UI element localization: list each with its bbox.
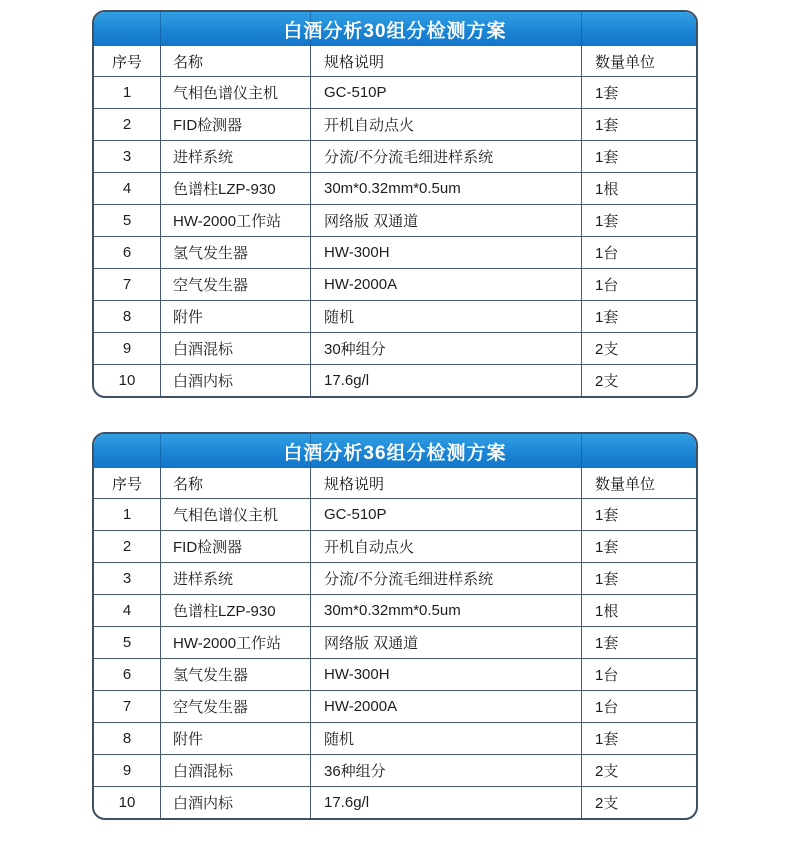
cell-spec: 分流/不分流毛细进样系统	[310, 141, 581, 172]
column-header-qty-unit: 数量单位	[581, 46, 696, 76]
title-column-divider	[581, 12, 582, 46]
plan-table-36	[92, 432, 698, 820]
table-body	[94, 76, 696, 396]
cell-qty-unit: 1套	[581, 531, 696, 562]
cell-name: 色谱柱LZP-930	[160, 173, 310, 204]
plan-table-36-title: 白酒分析36组分检测方案	[283, 442, 507, 464]
cell-spec: 30m*0.32mm*0.5um	[310, 595, 581, 626]
table-row	[94, 364, 696, 396]
cell-index: 8	[122, 730, 132, 747]
cell-index: 4	[122, 602, 132, 619]
table-row	[94, 236, 696, 268]
cell-name: 进样系统	[160, 563, 310, 594]
cell-spec: 开机自动点火	[310, 531, 581, 562]
cell-qty-unit: 1套	[581, 499, 696, 530]
cell-name: 空气发生器	[160, 269, 310, 300]
cell-spec: 网络版 双通道	[310, 205, 581, 236]
cell-qty-unit: 1套	[581, 109, 696, 140]
table-row	[94, 172, 696, 204]
cell-name: 氢气发生器	[160, 237, 310, 268]
cell-name: 白酒混标	[160, 333, 310, 364]
column-header-name: 名称	[160, 46, 310, 76]
table-row	[94, 754, 696, 786]
cell-name: 氢气发生器	[160, 659, 310, 690]
cell-qty-unit: 2支	[581, 787, 696, 818]
table-header-row	[94, 46, 696, 76]
cell-index: 7	[122, 276, 132, 293]
plan-table-30-title-bar	[94, 12, 696, 46]
cell-name: 气相色谱仪主机	[160, 77, 310, 108]
cell-qty-unit: 1套	[581, 77, 696, 108]
plan-table-36-title-bar	[94, 434, 696, 468]
title-column-divider	[581, 434, 582, 468]
cell-index: 6	[122, 244, 132, 261]
table-row	[94, 722, 696, 754]
cell-name: HW-2000工作站	[160, 205, 310, 236]
table-row	[94, 300, 696, 332]
cell-qty-unit: 2支	[581, 333, 696, 364]
cell-index: 6	[122, 666, 132, 683]
cell-spec: 36种组分	[310, 755, 581, 786]
cell-name: 白酒内标	[160, 787, 310, 818]
table-row	[94, 594, 696, 626]
cell-index: 5	[122, 634, 132, 651]
cell-name: 附件	[160, 301, 310, 332]
cell-index: 3	[122, 570, 132, 587]
column-header-spec: 规格说明	[310, 468, 581, 498]
cell-index: 10	[118, 794, 136, 811]
cell-index: 10	[118, 372, 136, 389]
table-header-row	[94, 468, 696, 498]
table-row	[94, 658, 696, 690]
cell-index: 4	[122, 180, 132, 197]
cell-index: 8	[122, 308, 132, 325]
cell-name: 空气发生器	[160, 691, 310, 722]
cell-spec: HW-300H	[310, 659, 581, 690]
cell-qty-unit: 1套	[581, 141, 696, 172]
cell-index: 5	[122, 212, 132, 229]
cell-qty-unit: 1套	[581, 627, 696, 658]
cell-spec: HW-2000A	[310, 691, 581, 722]
cell-index: 9	[122, 340, 132, 357]
table-row	[94, 332, 696, 364]
cell-spec: 17.6g/l	[310, 787, 581, 818]
cell-spec: HW-300H	[310, 237, 581, 268]
table-body	[94, 498, 696, 818]
title-column-divider	[160, 434, 161, 468]
cell-name: FID检测器	[160, 531, 310, 562]
table-row	[94, 76, 696, 108]
cell-index: 3	[122, 148, 132, 165]
title-column-divider	[160, 12, 161, 46]
column-header-qty-unit: 数量单位	[581, 468, 696, 498]
table-row	[94, 268, 696, 300]
table-row	[94, 626, 696, 658]
cell-name: HW-2000工作站	[160, 627, 310, 658]
cell-spec: 随机	[310, 723, 581, 754]
cell-qty-unit: 1套	[581, 205, 696, 236]
table-row	[94, 204, 696, 236]
column-header-index: 序号	[111, 475, 142, 493]
cell-spec: GC-510P	[310, 499, 581, 530]
cell-qty-unit: 1台	[581, 691, 696, 722]
column-header-index: 序号	[111, 53, 142, 71]
cell-name: 色谱柱LZP-930	[160, 595, 310, 626]
table-row	[94, 690, 696, 722]
cell-spec: 30种组分	[310, 333, 581, 364]
cell-index: 1	[122, 84, 132, 101]
cell-qty-unit: 1台	[581, 237, 696, 268]
cell-qty-unit: 1套	[581, 723, 696, 754]
cell-name: 进样系统	[160, 141, 310, 172]
table-row	[94, 140, 696, 172]
cell-qty-unit: 1根	[581, 173, 696, 204]
cell-name: 白酒混标	[160, 755, 310, 786]
cell-spec: 开机自动点火	[310, 109, 581, 140]
cell-spec: HW-2000A	[310, 269, 581, 300]
column-header-name: 名称	[160, 468, 310, 498]
cell-index: 9	[122, 762, 132, 779]
cell-qty-unit: 1台	[581, 659, 696, 690]
cell-spec: GC-510P	[310, 77, 581, 108]
cell-index: 2	[122, 538, 132, 555]
table-row	[94, 562, 696, 594]
cell-index: 1	[122, 506, 132, 523]
cell-spec: 30m*0.32mm*0.5um	[310, 173, 581, 204]
cell-name: 附件	[160, 723, 310, 754]
plan-table-30-title: 白酒分析30组分检测方案	[283, 20, 507, 42]
cell-spec: 分流/不分流毛细进样系统	[310, 563, 581, 594]
cell-name: FID检测器	[160, 109, 310, 140]
cell-qty-unit: 1台	[581, 269, 696, 300]
cell-index: 7	[122, 698, 132, 715]
cell-index: 2	[122, 116, 132, 133]
table-row	[94, 530, 696, 562]
cell-qty-unit: 1套	[581, 301, 696, 332]
table-row	[94, 498, 696, 530]
cell-spec: 网络版 双通道	[310, 627, 581, 658]
cell-spec: 随机	[310, 301, 581, 332]
cell-qty-unit: 1根	[581, 595, 696, 626]
cell-qty-unit: 2支	[581, 365, 696, 396]
plan-table-30	[92, 10, 698, 398]
column-header-spec: 规格说明	[310, 46, 581, 76]
cell-name: 气相色谱仪主机	[160, 499, 310, 530]
cell-qty-unit: 2支	[581, 755, 696, 786]
cell-name: 白酒内标	[160, 365, 310, 396]
table-row	[94, 108, 696, 140]
cell-spec: 17.6g/l	[310, 365, 581, 396]
cell-qty-unit: 1套	[581, 563, 696, 594]
table-row	[94, 786, 696, 818]
